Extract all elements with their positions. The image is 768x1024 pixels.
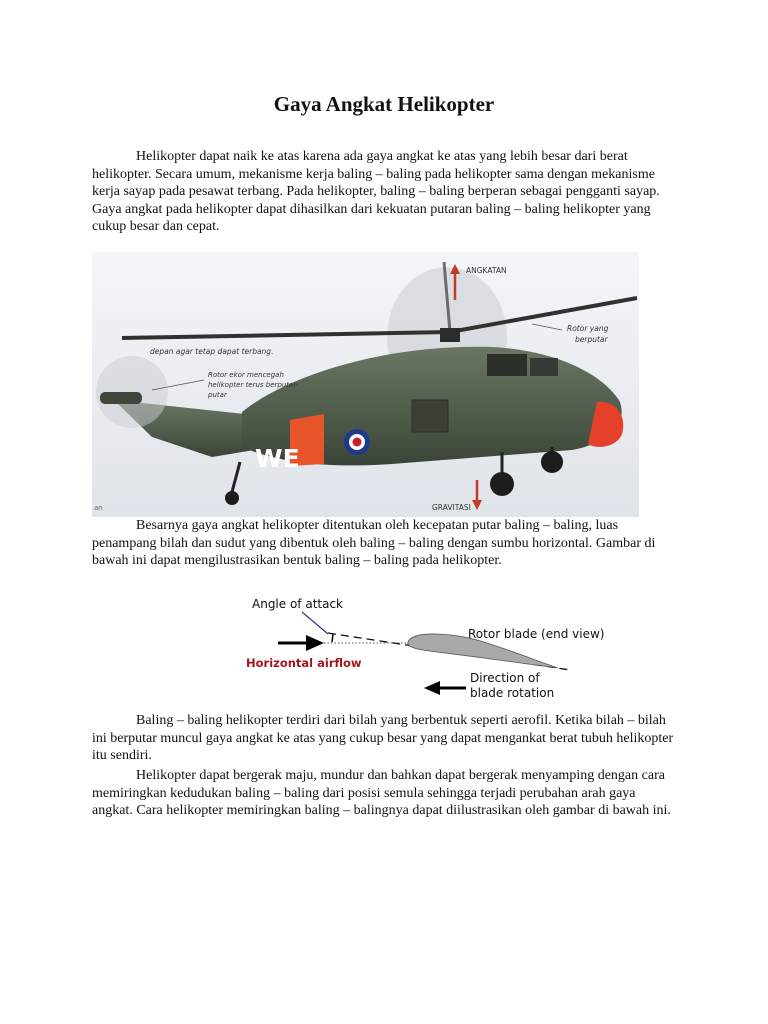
tail-rotor-label-line-3: putar [208,391,227,399]
paragraph-3 [92,712,677,765]
rotor-hub [440,328,460,342]
paragraph-1-text: Helikopter dapat naik ke atas karena ada gaya angkat ke atas yang lebih besar dari berat helikopter. Secara umum, mekanisme kerja baling – baling pada helikopter sama dengan mekanisme kerja sayap pada pesawat terbang. Pada helikopter, baling – baling berperan sebagai pengganti sayap. Gaya angkat pada helikopter dapat dihasilkan dari kekuatan putaran baling – baling helikopter yang cukup besar dan cepat. [92,149,660,235]
fuselage-marking: WE [255,444,300,473]
paragraph-2-text: Besarnya gaya angkat helikopter ditentukan oleh kecepatan putar baling – baling, luas penampang bilah dan sudut yang dibentuk oleh baling – baling dengan sumbu horizontal. Gambar di bawah ini dapat mengilustrasikan bentuk baling – baling pada helikopter. [92,518,656,569]
roundel-inner [353,438,362,447]
cockpit-window [487,354,527,376]
tail-rotor-label-line-2: helikopter terus berputar- [208,381,299,389]
direction-label-line-1: Direction of [470,671,540,685]
rotor-label-line-1: Rotor yang [567,324,609,333]
cabin-door [412,400,448,432]
paragraph-2 [92,517,677,570]
corner-mark: an [94,504,103,512]
rotor-label-line-2: berputar [575,335,608,344]
lift-label: ANGKATAN [466,266,507,275]
main-wheel [490,472,514,496]
gravity-label: GRAVITASI [432,503,471,512]
horizontal-airflow-label: Horizontal airflow [246,656,362,670]
airfoil-diagram [240,590,605,705]
paragraph-1 [92,148,677,236]
paragraph-4 [92,767,677,820]
angle-leader-line [302,612,328,634]
tail-rotor-label-line-1: Rotor ekor mencegah [208,371,284,379]
airfoil-figure [240,590,605,705]
nose-wheel [541,451,563,473]
page-title: Gaya Angkat Helikopter [273,92,495,116]
helicopter-illustration [92,252,639,517]
helicopter-figure [92,252,639,517]
paragraph-3-text: Baling – baling helikopter terdiri dari bilah yang berbentuk seperti aerofil. Ketika bilah – bilah ini berputar muncul gaya angkat ke atas yang cukup besar yang dapat mengankat berat tubuh helikopter itu sendiri. [92,713,674,764]
cockpit-window-2 [530,358,558,376]
airflow-arrow-head [306,635,324,651]
paragraph-4-text: Helikopter dapat bergerak maju, mundur dan bahkan dapat bergerak menyamping dengan cara memiringkan kedudukan baling – baling dari posisi semula sehingga terjadi perubahan arah gaya angkat. Cara helikopter memiringkan baling – balingnya dapat diilustrasikan oleh gambar di bawah ini. [92,768,671,819]
rotation-arrow-head [424,681,440,695]
tail-wheel [225,491,239,505]
front-label: depan agar tetap dapat terbang. [150,347,274,356]
rotor-blade-label: Rotor blade (end view) [468,627,605,641]
tail-fin [100,392,142,404]
direction-label-line-2: blade rotation [470,686,555,700]
angle-marker [332,634,333,642]
angle-of-attack-label: Angle of attack [252,597,344,611]
